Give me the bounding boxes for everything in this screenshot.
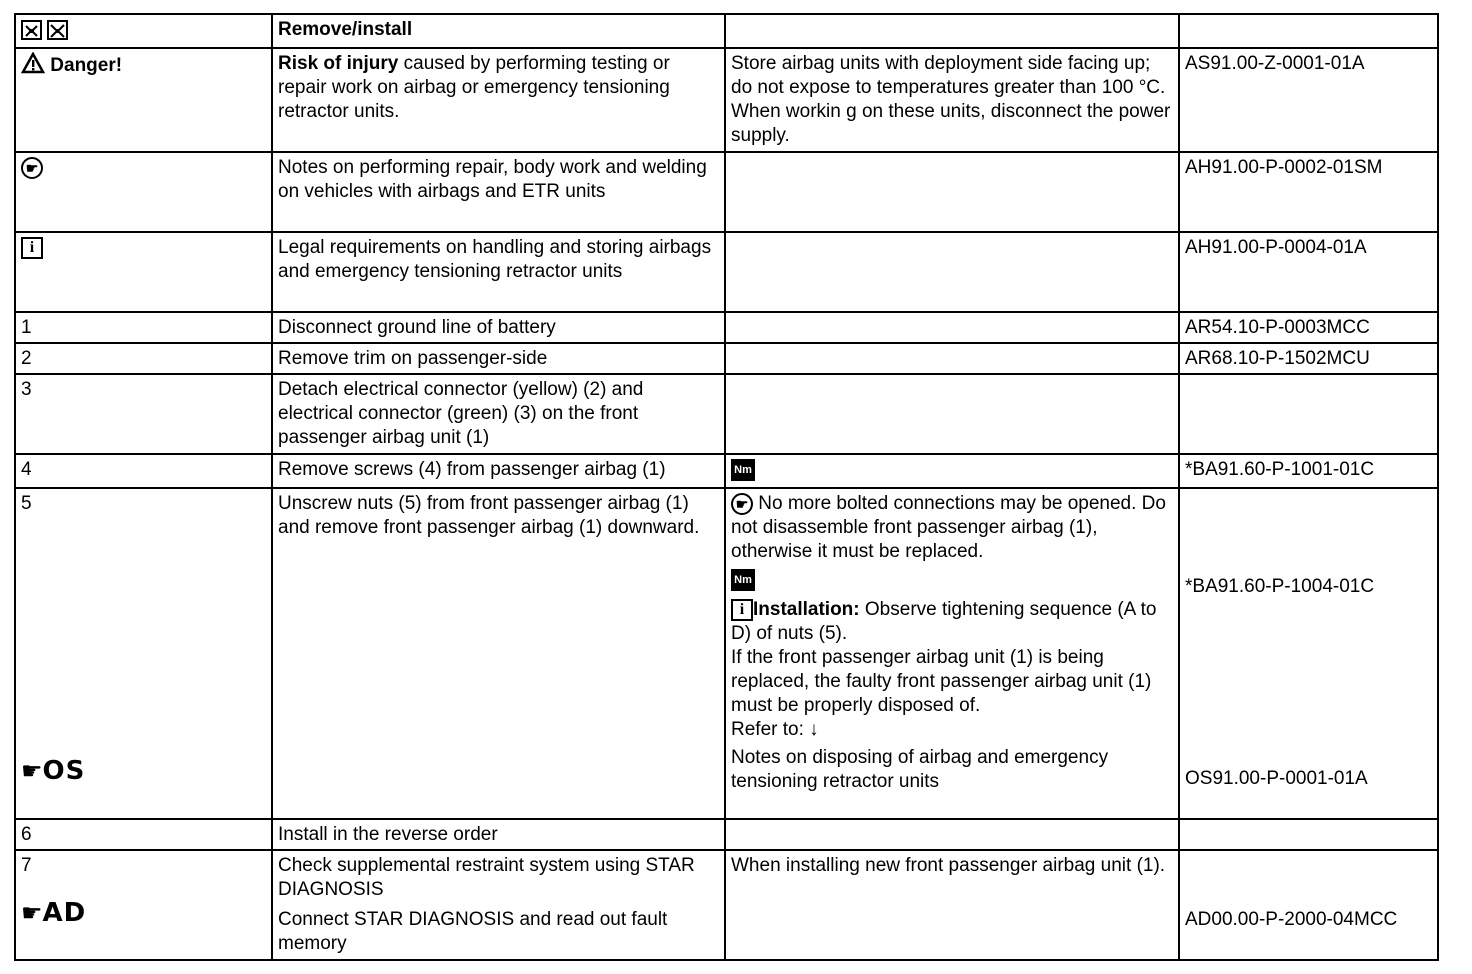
step-number: 6 bbox=[15, 819, 272, 850]
step-ref[interactable]: AD00.00-P-2000-04MCC bbox=[1185, 909, 1398, 930]
step5-notes-cell bbox=[725, 488, 1179, 819]
danger-row bbox=[15, 48, 1438, 152]
ad-label: AD bbox=[42, 898, 87, 928]
os-reference-marker bbox=[21, 756, 86, 786]
step-empty bbox=[725, 819, 1179, 850]
check-text: Check supplemental restraint system using STAR DIAGNOSIS bbox=[278, 855, 695, 900]
dispose-ref[interactable]: OS91.00-P-0001-01A bbox=[1185, 768, 1368, 789]
arrow-down-icon: ↓ bbox=[809, 719, 819, 740]
note-text: No more bolted connections may be opened. Do not disassemble front passenger airbag (1), otherwise it must be replaced. bbox=[731, 493, 1166, 562]
header-row bbox=[15, 14, 1438, 48]
note-empty bbox=[725, 152, 1179, 232]
step-text: Detach electrical connector (yellow) (2) and electrical connector (green) (3) on the front passenger airbag unit (1) bbox=[272, 374, 725, 454]
pointing-hand-icon: ☛ bbox=[21, 758, 43, 785]
step-number: 5 bbox=[21, 493, 32, 514]
step-text: Install in the reverse order bbox=[272, 819, 725, 850]
info-row bbox=[15, 232, 1438, 312]
note-row bbox=[15, 152, 1438, 232]
connect-text: Connect STAR DIAGNOSIS and read out fault memory bbox=[278, 909, 668, 954]
os-label: OS bbox=[42, 756, 86, 786]
info-icon-cell bbox=[15, 232, 272, 312]
risk-text: caused by performing testing or repair work on airbag or emergency tensioning retractor units. bbox=[278, 53, 670, 122]
step-text: Remove screws (4) from passenger airbag (1) bbox=[272, 454, 725, 488]
step7-ref-cell bbox=[1179, 850, 1438, 960]
installation-label: Installation: bbox=[753, 599, 860, 620]
pointing-hand-icon: ☛ bbox=[21, 900, 43, 927]
header-icons-cell bbox=[15, 14, 272, 48]
ad-reference-marker bbox=[21, 898, 87, 928]
note-icon-cell bbox=[15, 152, 272, 232]
torque-nm-icon: Nm bbox=[731, 459, 755, 481]
step-text: Disconnect ground line of battery bbox=[272, 312, 725, 343]
step-empty-ref bbox=[1179, 819, 1438, 850]
step-row-3 bbox=[15, 374, 1438, 454]
step-row-4 bbox=[15, 454, 1438, 488]
step-empty-ref bbox=[1179, 374, 1438, 454]
installation-block bbox=[731, 598, 1173, 646]
danger-ref[interactable]: AS91.00-Z-0001-01A bbox=[1179, 48, 1438, 152]
step-row-7 bbox=[15, 850, 1438, 960]
note-block bbox=[731, 492, 1173, 564]
danger-risk-cell bbox=[272, 48, 725, 152]
info-icon: i bbox=[731, 599, 753, 621]
danger-label: Danger! bbox=[50, 55, 123, 76]
step-number: 3 bbox=[15, 374, 272, 454]
header-empty-4 bbox=[1179, 14, 1438, 48]
step7-number-cell bbox=[15, 850, 272, 960]
warning-triangle-icon bbox=[21, 55, 50, 76]
torque-cell bbox=[725, 454, 1179, 488]
step-ref[interactable]: AR68.10-P-1502MCU bbox=[1179, 343, 1438, 374]
step7-text-cell bbox=[272, 850, 725, 960]
step-number: 1 bbox=[15, 312, 272, 343]
note-hand-icon: ☛ bbox=[731, 493, 753, 515]
info-empty bbox=[725, 232, 1179, 312]
install-icon bbox=[47, 20, 68, 40]
remove-icon bbox=[21, 20, 42, 40]
note-text: Notes on performing repair, body work and welding on vehicles with airbags and ETR units bbox=[272, 152, 725, 232]
header-empty-3 bbox=[725, 14, 1179, 48]
info-icon: i bbox=[21, 237, 43, 259]
replace-text: If the front passenger airbag unit (1) is being replaced, the faulty front passenger airbag unit (1) must be properly disposed of. bbox=[731, 647, 1152, 716]
step-ref[interactable]: AR54.10-P-0003MCC bbox=[1179, 312, 1438, 343]
note-ref[interactable]: AH91.00-P-0002-01SM bbox=[1179, 152, 1438, 232]
dispose-text: Notes on disposing of airbag and emergency tensioning retractor units bbox=[731, 747, 1109, 792]
step-number: 7 bbox=[21, 855, 32, 876]
step-ref[interactable]: *BA91.60-P-1001-01C bbox=[1179, 454, 1438, 488]
step-row-5 bbox=[15, 488, 1438, 819]
step-empty bbox=[725, 343, 1179, 374]
torque-ref[interactable]: *BA91.60-P-1004-01C bbox=[1185, 576, 1375, 597]
step-row-6 bbox=[15, 819, 1438, 850]
step7-instruction: When installing new front passenger airbag unit (1). bbox=[725, 850, 1179, 960]
step-row-2 bbox=[15, 343, 1438, 374]
step-number: 2 bbox=[15, 343, 272, 374]
step5-number-cell bbox=[15, 488, 272, 819]
step5-refs-cell bbox=[1179, 488, 1438, 819]
step-text: Unscrew nuts (5) from front passenger airbag (1) and remove front passenger airbag (1) downward. bbox=[272, 488, 725, 819]
torque-block bbox=[731, 568, 1173, 592]
danger-instruction: Store airbag units with deployment side facing up; do not expose to temperatures greater than 100 °C. When workin g on these units, disconnect the power supply. bbox=[725, 48, 1179, 152]
procedure-table bbox=[14, 13, 1439, 961]
info-text: Legal requirements on handling and storing airbags and emergency tensioning retractor units bbox=[272, 232, 725, 312]
refer-to-block bbox=[731, 718, 1173, 742]
step-row-1 bbox=[15, 312, 1438, 343]
step-number: 4 bbox=[15, 454, 272, 488]
info-ref[interactable]: AH91.00-P-0004-01A bbox=[1179, 232, 1438, 312]
step-text: Remove trim on passenger-side bbox=[272, 343, 725, 374]
risk-bold: Risk of injury bbox=[278, 53, 399, 74]
installation-text: Observe tightening sequence (A to D) of nuts (5). bbox=[731, 599, 1157, 644]
note-hand-icon: ☛ bbox=[21, 157, 43, 179]
torque-nm-icon: Nm bbox=[731, 569, 755, 591]
refer-to-label: Refer to: bbox=[731, 719, 804, 740]
danger-label-cell bbox=[15, 48, 272, 152]
step-empty bbox=[725, 374, 1179, 454]
header-title: Remove/install bbox=[272, 14, 725, 48]
step-empty bbox=[725, 312, 1179, 343]
